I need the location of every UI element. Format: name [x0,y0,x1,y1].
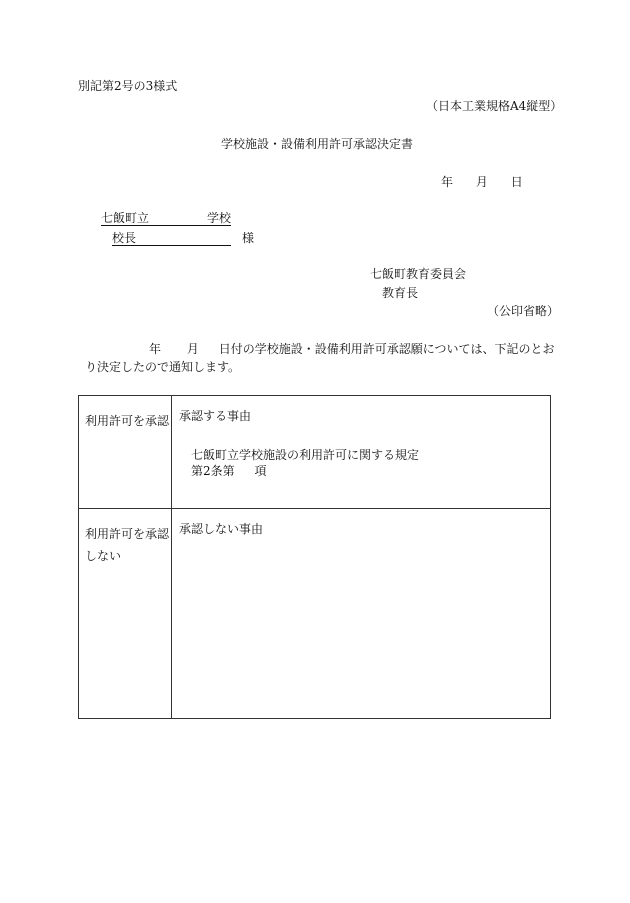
honorific: 様 [242,231,255,245]
form-number: 別記第2号の3様式 [78,79,178,93]
deny-reason-cell [172,509,551,719]
date-line [441,176,523,188]
approve-reason-heading: 承認する事由 [179,409,252,423]
approve-label-cell [79,396,172,509]
addressee-principal [112,232,231,246]
deny-label [85,523,169,567]
deny-label-line-2: しない [85,549,122,563]
deny-reason-heading: 承認しない事由 [179,522,264,536]
document-title: 学校施設・設備利用許可承認決定書 [221,137,414,151]
decision-table [78,395,551,719]
addressee-school [101,212,231,226]
body-month: 月 [186,342,199,356]
principal-label: 校長 [112,231,137,245]
body-year: 年 [149,342,162,356]
approve-reason-cell [172,396,551,509]
seal-omitted-note: （公印省略） [487,304,560,318]
deny-label-cell [79,509,172,719]
body-line-2: り決定したので通知します。 [85,360,241,374]
date-month: 月 [475,175,488,189]
school-suffix: 学校 [207,211,232,225]
rule-reference: 七飯町立学校施設の利用許可に関する規定 [191,448,420,462]
article-prefix: 第2条第 [191,464,235,478]
date-day: 日 [510,175,523,189]
article-reference [191,465,266,477]
approve-label: 利用許可を承認 [85,414,170,428]
article-suffix: 項 [254,464,267,478]
deny-label-line-1: 利用許可を承認 [85,527,170,541]
body-line-1 [149,343,554,355]
issuer-org: 七飯町教育委員会 [370,267,467,281]
school-prefix: 七飯町立 [101,211,150,225]
table-row-deny [79,509,551,719]
paper-size-note: （日本工業規格A4縦型） [426,99,563,113]
table-row-approve [79,396,551,509]
date-year: 年 [441,175,454,189]
issuer-title: 教育長 [382,286,419,300]
body-line1-rest: 日付の学校施設・設備利用許可承認願については、下記のとお [218,342,555,356]
